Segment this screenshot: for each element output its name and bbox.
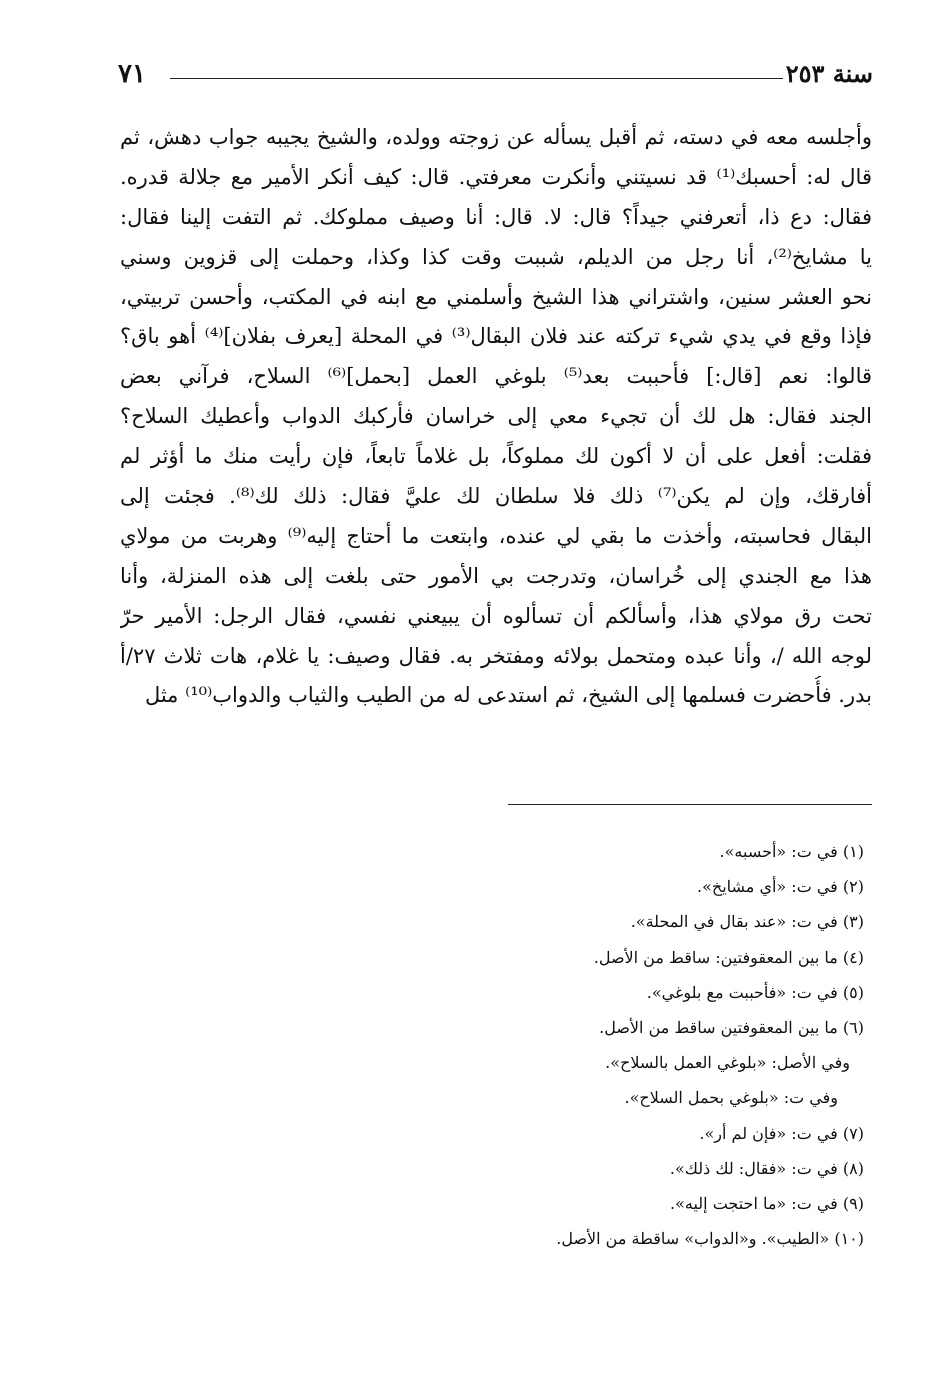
text-line: بدر. فأُحضرت فسلمها إلى الشيخ، ثم استدعى له من الطيب والثياب والدواب⁽¹⁰⁾ مثل (144, 683, 872, 708)
footnote-separator (508, 804, 872, 805)
footnote: (٧) في ت: «فإن لم أر». (699, 1123, 864, 1143)
text-line: هذا مع الجندي إلى خُراسان، وتدرجت بي الأمور حتى بلغت إلى هذه المنزلة، وأنا (120, 563, 872, 588)
text-line: لوجه الله /، وأنا عبده ومتحمل بولائه ومفتخر به. فقال وصيف: يا غلام، هات ثلاث ٢٧/أ (120, 643, 872, 668)
header-rule (170, 78, 783, 79)
main-text-body (120, 118, 872, 716)
footnote: (١) في ت: «أحسبه». (719, 842, 864, 861)
text-line: الجند فقال: هل لك أن تجيء معي إلى خراسان فأركبك الدواب وأعطيك السلاح؟ (120, 404, 872, 429)
footnote-continuation: وفي الأصل: «بلوغي العمل بالسلاح». (605, 1053, 850, 1073)
text-line: قالوا: نعم [قال:] فأحببت بعد⁽⁵⁾ بلوغي العمل [بحمل]⁽⁶⁾ السلاح، فرآني بعض (120, 364, 872, 389)
footnote-continuation: وفي ت: «بلوغي بحمل السلاح». (624, 1088, 838, 1108)
page-header (118, 56, 873, 96)
footnotes (120, 834, 864, 1256)
text-line: قال له: أحسبك⁽¹⁾ قد نسيتني وأنكرت معرفتي. قال: كيف أنكر الأمير مع جلالة قدره. (120, 164, 872, 189)
text-line: أفارقك، وإن لم يكن⁽⁷⁾ ذلك فلا سلطان لك عليَّ فقال: ذلك لك⁽⁸⁾. فجئت إلى (120, 484, 872, 509)
footnote: (٦) ما بين المعقوفتين ساقط من الأصل. (599, 1017, 864, 1037)
text-line: نحو العشر سنين، واشتراني هذا الشيخ وأسلمني مع ابنه في المكتب، وأحسن تربيتي، (120, 284, 872, 309)
footnote: (٥) في ت: «فأحببت مع بلوغي». (646, 982, 864, 1002)
footnote: (٤) ما بين المعقوفتين: ساقط من الأصل. (593, 947, 864, 967)
text-line: فإذا وقع في يدي شيء تركته عند فلان البقال⁽³⁾ في المحلة [يعرف بفلان]⁽⁴⁾ أهو باق؟ (120, 324, 872, 349)
header-year: سنة ٢٥٣ (785, 59, 873, 88)
text-line: وأجلسه معه في دسته، ثم أقبل يسأله عن زوجته وولده، والشيخ يجيبه جواب دهش، ثم (120, 125, 872, 149)
text-line: تحت رق مولاي هذا، وأسألكم أن تسألوه أن يبيعني نفسي، فقال الرجل: الأمير حرّ (120, 603, 872, 628)
text-line: فقلت: أفعل على أن لا أكون لك مملوكاً، بل غلاماً تابعاً، فإن رأيت منك ما أؤثر لم (120, 444, 872, 469)
page-number: ٧١ (118, 59, 146, 89)
footnote: (٩) في ت: «ما احتجت إليه». (670, 1193, 864, 1213)
text-line: فقال: دع ذا، أتعرفني جيداً؟ قال: لا. قال: أنا وصيف مملوكك. ثم التفت إلينا فقال: (120, 204, 872, 229)
text-line: يا مشايخ⁽²⁾، أنا رجل من الديلم، شببت وقت كذا وكذا، وحملت إلى قزوين وسني (120, 244, 872, 269)
text-line: البقال فحاسبته، وأخذت ما بقي لي عنده، وابتعت ما أحتاج إليه⁽⁹⁾ وهربت من مولاي (120, 523, 872, 548)
footnote: (٨) في ت: «فقال: لك ذلك». (669, 1158, 864, 1178)
footnote: (٣) في ت: «عند بقال في المحلة». (630, 912, 864, 932)
footnote: (١٠) «الطيب». و«الدواب» ساقطة من الأصل. (556, 1229, 864, 1249)
footnote: (٢) في ت: «أي مشايخ». (697, 877, 864, 897)
